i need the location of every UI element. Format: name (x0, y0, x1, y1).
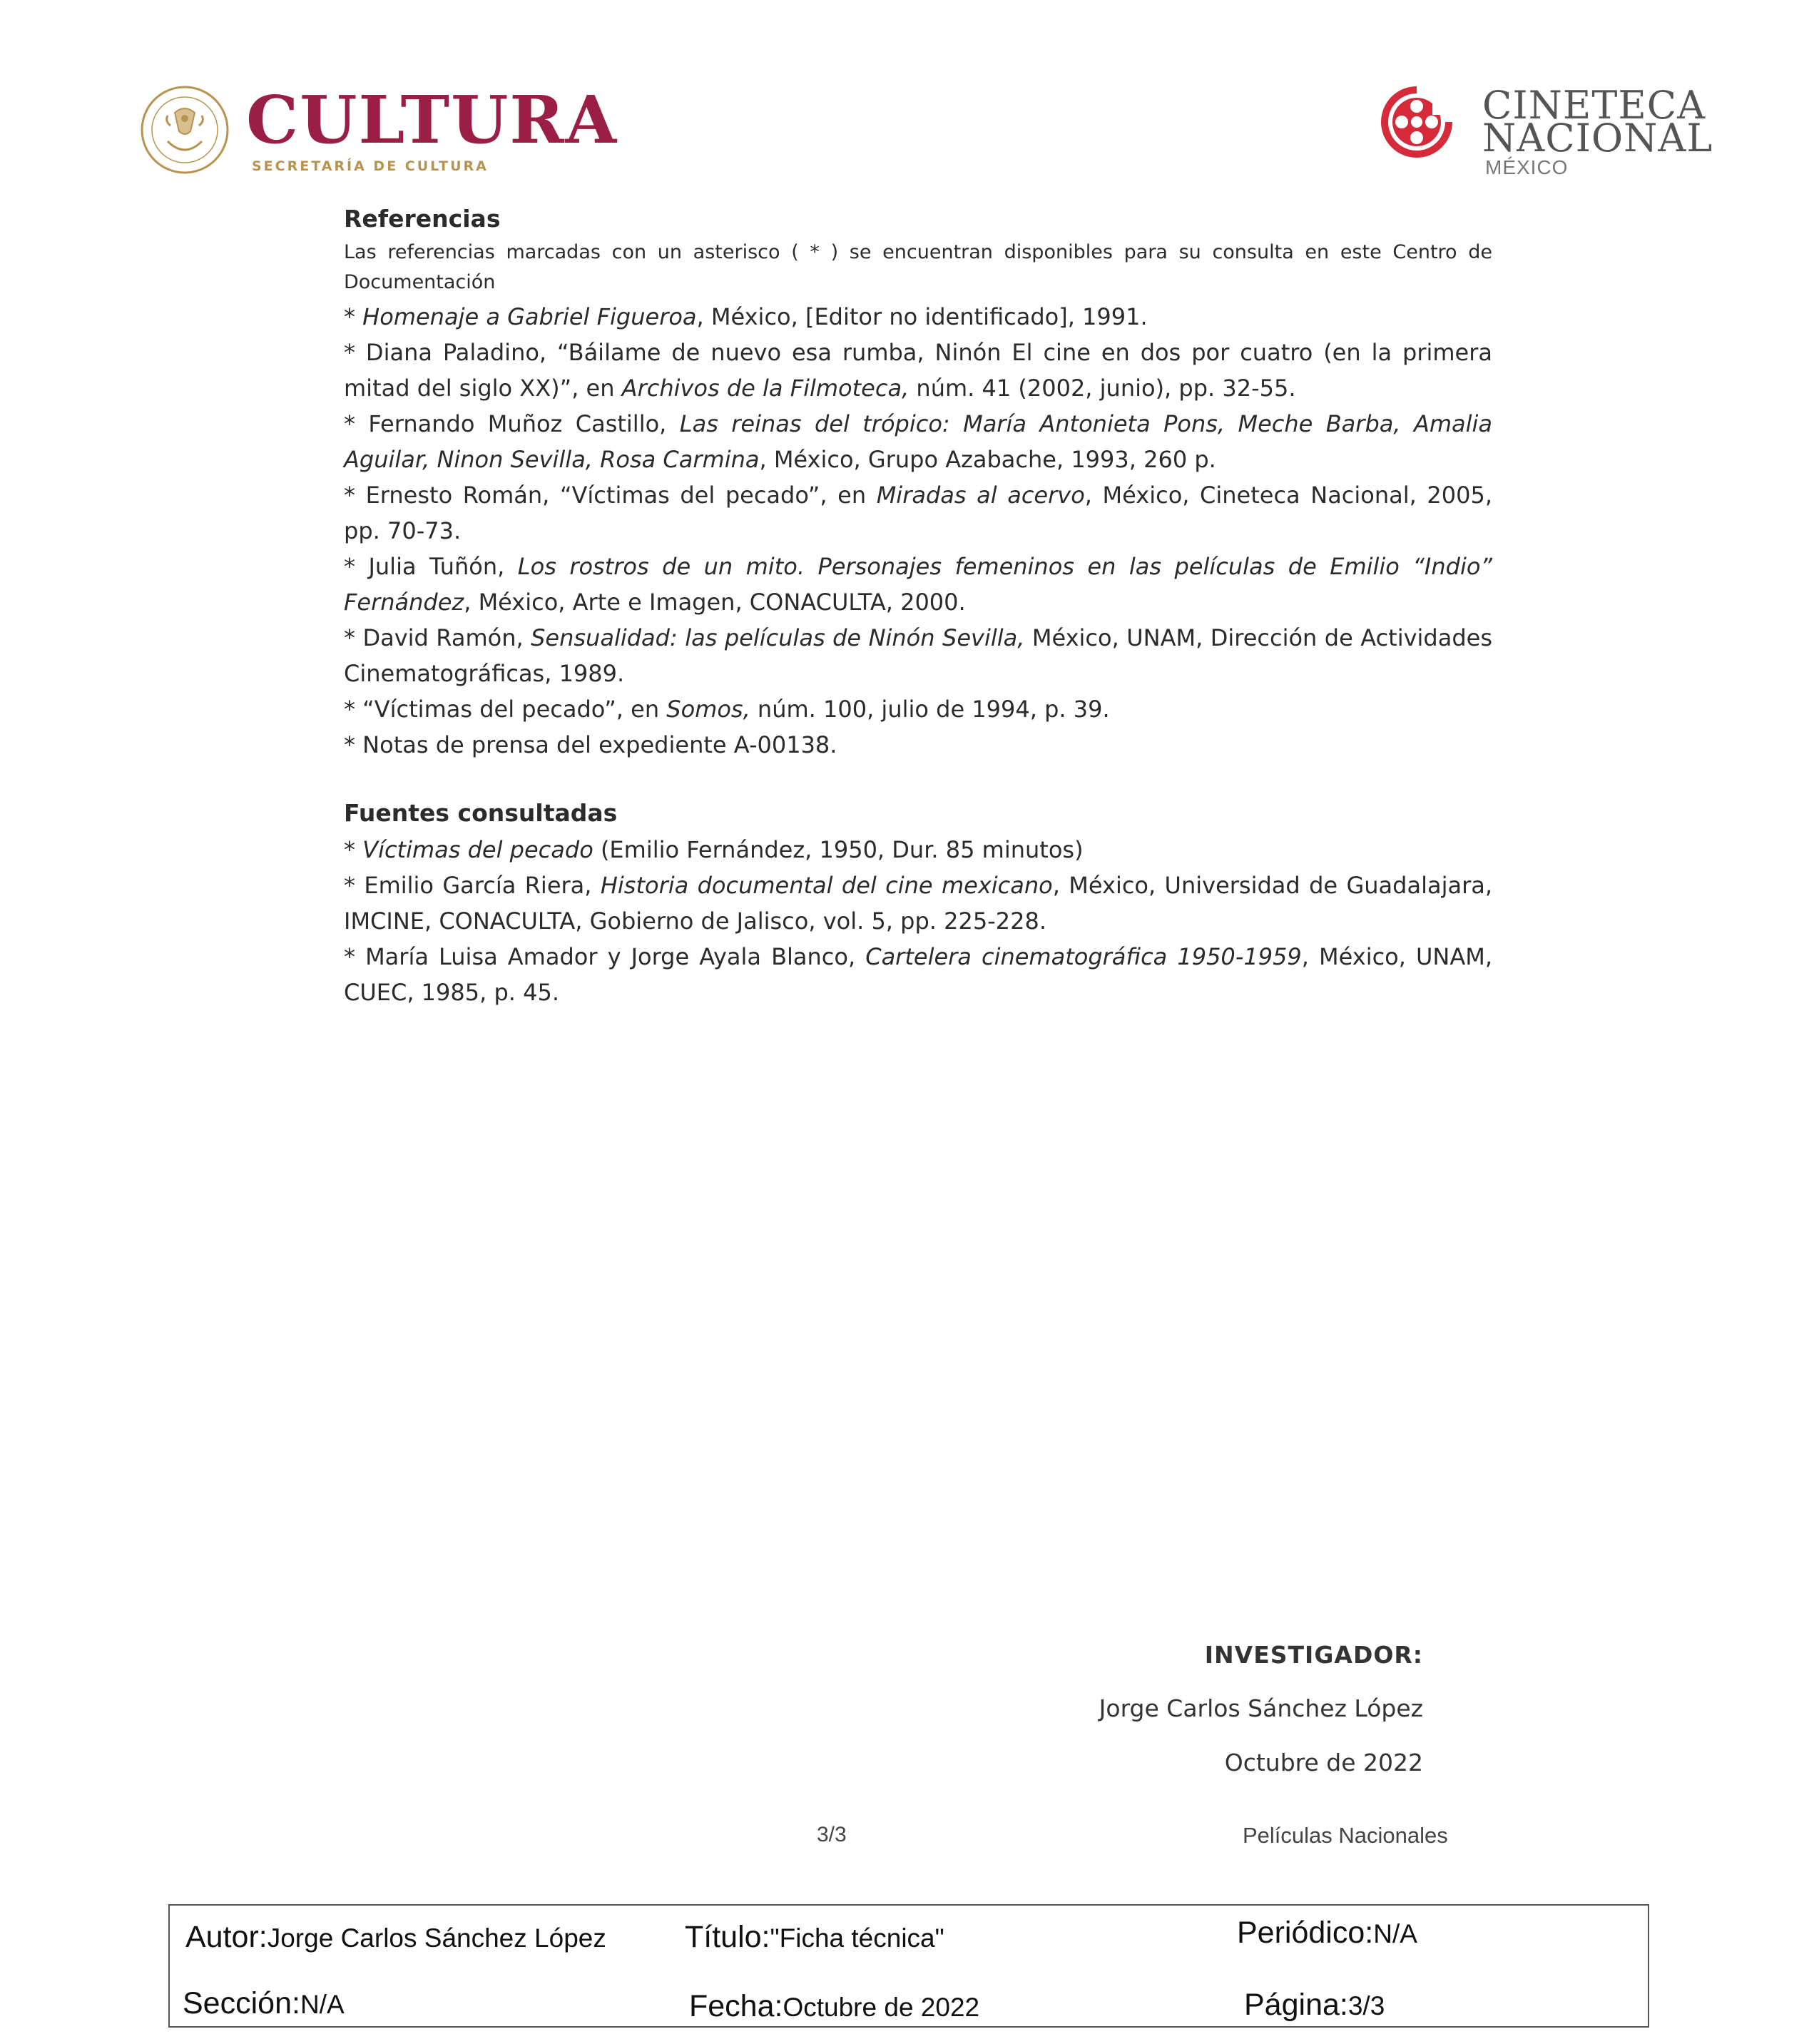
reference-entry (344, 477, 1492, 549)
reference-text: (Emilio Fernández, 1950, Dur. 85 minutos) (593, 836, 1084, 863)
film-reel-icon (1377, 82, 1457, 162)
pagina-field (1244, 1988, 1385, 2023)
page-number: 3/3 (817, 1823, 847, 1846)
cineteca-line3: MÉXICO (1485, 156, 1569, 178)
reference-text: , México, [Editor no identificado], 1991. (696, 303, 1148, 330)
pagina-value: 3/3 (1347, 1991, 1385, 2020)
reference-entry (344, 406, 1492, 477)
autor-field (185, 1920, 606, 1955)
reference-text: * (344, 303, 363, 330)
reference-text: núm. 41 (2002, junio), pp. 32-55. (909, 375, 1296, 402)
reference-entry (344, 335, 1492, 406)
reference-entry (344, 727, 1492, 763)
reference-title: Las reinas del trópico: María Antonieta Pons, Meche Barba, Amalia Aguilar, Ninon Sevilla, Rosa Carmina (344, 410, 1493, 473)
cultura-subtitle: SECRETARÍA DE CULTURA (252, 158, 489, 174)
reference-text: , México, Universidad de Guadalajara, IMCINE, CONACULTA, Gobierno de Jalisco, vol. 5, pp. 225-228. (344, 872, 1492, 935)
reference-title: Archivos de la Filmoteca, (621, 375, 910, 402)
reference-text: núm. 100, julio de 1994, p. 39. (750, 696, 1110, 723)
fecha-label: Fecha: (689, 1989, 783, 2023)
reference-entry (344, 832, 1492, 868)
cultura-logo (139, 81, 618, 184)
autor-value: Jorge Carlos Sánchez López (267, 1923, 606, 1953)
reference-title: Somos, (666, 696, 750, 723)
reference-text: * Notas de prensa del expediente A-00138. (344, 731, 837, 758)
referencias-list (344, 299, 1492, 763)
reference-title: Sensualidad: las películas de Ninón Sevilla, (531, 624, 1025, 651)
cineteca-line2: NACIONAL (1482, 116, 1713, 161)
reference-text: * Emilio García Riera, (344, 872, 601, 899)
fuentes-section (344, 798, 1492, 1010)
investigador-name: Jorge Carlos Sánchez López (1099, 1694, 1423, 1722)
reference-title: Los rostros de un mito. Personajes femeninos en las películas de Emilio “Indio” Fernández (344, 553, 1493, 616)
titulo-label: Título: (685, 1920, 770, 1954)
reference-text: * María Luisa Amador y Jorge Ayala Blanco, (344, 943, 866, 970)
fuentes-list (344, 832, 1492, 1010)
investigador-label: INVESTIGADOR: (1204, 1641, 1423, 1669)
reference-text: * (344, 836, 363, 863)
reference-text: , México, Cineteca Nacional, 2005, pp. 70-73. (344, 482, 1493, 544)
reference-text: * Julia Tuñón, (344, 553, 518, 580)
periodico-label: Periódico: (1237, 1916, 1374, 1950)
reference-title: Víctimas del pecado (362, 836, 593, 863)
reference-entry (344, 868, 1492, 939)
seccion-label: Sección: (183, 1986, 300, 2020)
pagina-label: Página: (1244, 1988, 1348, 2022)
fecha-field (689, 1989, 979, 2024)
referencias-section (344, 203, 1492, 763)
collection-name: Películas Nacionales (1243, 1823, 1448, 1848)
titulo-field (685, 1920, 944, 1955)
referencias-intro: Las referencias marcadas con un asterisco ( * ) se encuentran disponibles para su consulta en este Centro de Documentación (344, 241, 1492, 293)
cultura-wordmark: CULTURA (246, 81, 618, 158)
titulo-value: "Ficha técnica" (770, 1923, 944, 1953)
seccion-value: N/A (300, 1990, 345, 2019)
fecha-value: Octubre de 2022 (783, 1993, 980, 2022)
reference-entry (344, 549, 1492, 620)
referencias-heading: Referencias (344, 205, 501, 233)
reference-text: , México, UNAM, CUEC, 1985, p. 45. (344, 943, 1493, 1006)
reference-entry (344, 299, 1492, 335)
reference-text: , México, Grupo Azabache, 1993, 260 p. (759, 446, 1216, 473)
investigador-date: Octubre de 2022 (1224, 1749, 1423, 1776)
metadata-box (168, 1904, 1649, 2028)
periodico-value: N/A (1373, 1919, 1417, 1948)
autor-label: Autor: (185, 1920, 268, 1954)
reference-text: * “Víctimas del pecado”, en (344, 696, 667, 723)
reference-text: * Fernando Muñoz Castillo, (344, 410, 680, 437)
reference-title: Historia documental del cine mexicano (600, 872, 1053, 899)
reference-text: * David Ramón, (344, 624, 531, 651)
reference-text: * Ernesto Román, “Víctimas del pecado”, en (344, 482, 877, 509)
periodico-field (1237, 1916, 1417, 1951)
reference-text: México, UNAM, Dirección de Actividades Cinematográficas, 1989. (344, 624, 1493, 687)
seccion-field (183, 1986, 345, 2021)
reference-text: * Diana Paladino, “Báilame de nuevo esa rumba, Ninón El cine en dos por cuatro (en la primera mitad del siglo XX)”, en (344, 339, 1492, 402)
reference-text: , México, Arte e Imagen, CONACULTA, 2000. (464, 589, 966, 616)
reference-title: Miradas al acervo (876, 482, 1085, 509)
reference-entry (344, 620, 1492, 691)
reference-entry (344, 691, 1492, 727)
fuentes-heading: Fuentes consultadas (344, 799, 618, 827)
cineteca-line1: CINETECA (1482, 83, 1706, 128)
reference-title: Homenaje a Gabriel Figueroa (362, 303, 697, 330)
reference-entry (344, 939, 1492, 1010)
reference-title: Cartelera cinematográfica 1950-1959 (865, 943, 1302, 970)
mexican-seal-icon (139, 84, 230, 176)
cineteca-logo (1377, 82, 1713, 182)
